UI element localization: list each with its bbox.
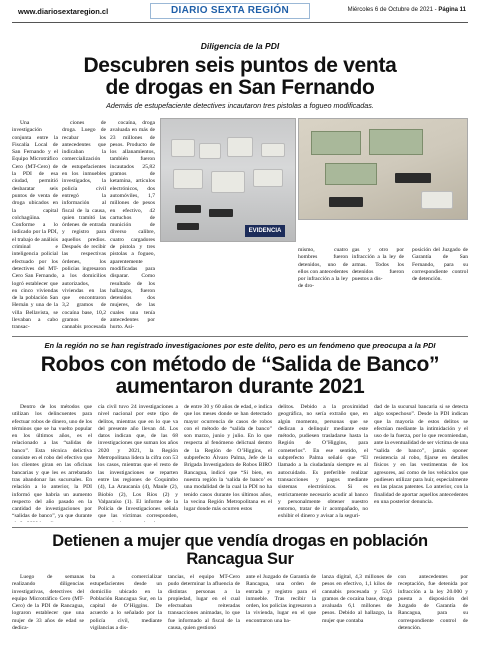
article3-column-5 bbox=[322, 574, 392, 666]
article1-title-line2: de drogas en San Fernando bbox=[105, 76, 375, 99]
article1-column-6 bbox=[412, 247, 468, 331]
article1-col1-text: Una investigación conjunta entre la Fiscalía Local de San Fernando y el Equipo Microtráfico Cero (MT-Cero) de la PDI de esa ciudad, permitió desbaratar seis puntos de venta de droga ubicados en la capital colchagüina. Conforme a lo indicado por la PDI, el trabajo de análisis criminal e inteligencia policial efectuado por los detectives del MT-Cero San Fernando, logró establecer que en cinco viviendas de la población San Hernán y una de la villa Bellavista, se llevaban a cabo transac- bbox=[12, 120, 58, 330]
article1-col2-text: ciones de droga. Luego de recabar los antecedentes que indicaban la comercialización de estupefacientes en los inmuebles investigados, la policía civil entregó la información al fiscal de la causa, quien tramitó las órdenes de entrada y registro para aquellos predios. Después de recibir las respectivas órdenes, los policías ingresaron a los domicilios autorizados, viviendas en las que encontraron 3,2 gramos de cocaína base, 10,2 gramos de cannabis procesada bbox=[62, 120, 106, 330]
date-text: Miércoles 6 de Octubre de 2021 bbox=[347, 7, 433, 13]
evidence-bag bbox=[199, 143, 221, 159]
article3-col3-text: tancias, el equipo MT-Cero pudo determinar la afluencia de distintas personas a la propiedad, lugar en el cual efectuaban reiteradas transacciones animadas, lo que fue informado al fiscal de la causa, quien gestionó bbox=[168, 574, 240, 632]
article3-column-1 bbox=[12, 574, 84, 666]
article3-column-3 bbox=[168, 574, 240, 666]
article1-column-3 bbox=[110, 120, 155, 330]
masthead: DIARIO SEXTA REGIÓN bbox=[150, 3, 310, 19]
article1-col3-text: cocaína, droga avaluada en más de 23 millones de pesos. Producto de los allanamientos, también fueron incautados 25,82 gramos de ketamina, artículos electrónicos, dos automóviles, 1,7 millones de pesos en efectivo, 42 cartuchos de munición de diverso calibre, cuatro cargadores de pistola y tres pistolas a fogueo, aparentemente modificadas para disparar. Como resultado de los hallazgos, fueron detenidos dos mujeres, de las cuales una tenía antecedentes por hurto. Asi- bbox=[110, 120, 155, 330]
evidence-bag bbox=[421, 191, 453, 209]
article3-col2-text: ba a comercializar estupefacientes desde un domicilio ubicado en la Población Rancagua Sur, en la capital de O’Higgins. De acuerdo a lo señalado por la policía civil, mediante vigilancias a dis- bbox=[90, 574, 162, 632]
article2-col1-text: Dentro de los métodos que utilizan los delincuentes para efectuar robos de dinero, uno de los términos que se ha vuelto popular en los últimos años, es el relacionado a las “salidas de banco”. Esta técnica delictiva consiste en el robo del efectivo que los clientes giran en las oficinas bancarias y que les es arrebatado tras abandonar las sucursales. En relación a lo anterior, la PDI informó que habría un aumento respecto del año pasado en la cantidad de investigaciones por “salidas de banco”, ya que durante bbox=[12, 404, 92, 520]
evidence-bag bbox=[173, 169, 203, 189]
pistol-icon bbox=[329, 197, 363, 207]
evidence-bag bbox=[253, 169, 283, 187]
article2-column-1 bbox=[12, 404, 92, 522]
article1-column-5 bbox=[352, 247, 404, 331]
evidence-badge: EVIDENCIA bbox=[245, 225, 285, 237]
article1-col5-text: gas y otro por infracción a la ley de armas. Todos los detenidos fueron puestos a dis- bbox=[352, 247, 404, 283]
article2-column-2 bbox=[98, 404, 178, 522]
page-number: Página 11 bbox=[438, 7, 466, 13]
section-divider bbox=[12, 336, 468, 337]
banknotes-icon bbox=[369, 129, 423, 155]
article1-col6-text: posición del Juzgado de Garantía de San Fernando, para su correspondiente control de detención. bbox=[412, 247, 468, 283]
article2-col2-text: cía civil tuvo 24 investigaciones a nivel nacional por este tipo de delitos, mientras que en lo que va del presente año llevan 44. Los datos indican que, de las 68 investigaciones que suman los años 2020 y 2021, la Región Metropolitana lidera la cifra con 53 los casos, mientras que el resto de las investigaciones se reparten entre las regiones de Coquimbo (4), La Araucanía (4), Maule (2), Biobío (2), Los Ríos (2) y Valparaíso (1). El informe de la Policía de Investigaciones señala que las víctimas corresponden, bbox=[98, 404, 178, 520]
site-url[interactable]: www.diariosextaregion.cl bbox=[18, 7, 109, 16]
article1-column-2 bbox=[62, 120, 106, 330]
article3-column-2 bbox=[90, 574, 162, 666]
article1-kicker: Diligencia de la PDI bbox=[200, 41, 280, 51]
article2-column-4 bbox=[278, 404, 368, 522]
evidence-bag bbox=[227, 137, 253, 157]
cash-photo bbox=[298, 118, 468, 220]
article3-col5-text: lanza digital, 4,3 millones de pesos en efectivo, 1,1 kilos de cannabis procesada y 53,6 gramos de cocaína base, droga avaluada 6,1 millones de pesos. Debido al hallazgo, la mujer que contaba bbox=[322, 574, 392, 624]
evidence-bag bbox=[211, 171, 245, 193]
article3-col1-text: Luego de semanas realizando diligencias investigativas, detectives del equipo Microtráfico Cero (MT-Cero) de la PDI de Rancagua, lograron establecer que una mujer de 33 años de edad se dedica- bbox=[12, 574, 84, 632]
pistol-icon bbox=[395, 173, 431, 183]
pistol-icon bbox=[177, 223, 199, 230]
article1-column-1 bbox=[12, 120, 58, 330]
evidence-photo bbox=[160, 118, 296, 242]
issue-date: Miércoles 6 de Octubre de 2021 - Página 11 bbox=[347, 7, 466, 13]
header-rule bbox=[12, 22, 468, 23]
article2-col5-text: dad de la sucursal bancaria si se detecta algo sospechoso”. Desde la PDI indican que la mayoría de estos delitos se efectúan mediante la intimidación y el uso de la fuerza, por lo que recomiendan, ante la eventualidad de ser víctima de una “salida de banco”, jamás oponer resistencia al robo, fijarse en detalles físicos y en las vestimentas de los agresores, así como de los vehículos que pudiesen utilizar para huir, especialmente en las placas patentes. Lo anterior, con la finalidad de aportar aquellos antecedentes en una posterior denuncia. bbox=[374, 404, 468, 505]
evidence-bag bbox=[261, 143, 285, 157]
pistol-icon bbox=[175, 205, 201, 213]
article1-deck: Además de estupefaciente detectives incautaron tres pistolas a fogueo modificadas. bbox=[106, 101, 374, 110]
banknotes-icon bbox=[311, 131, 361, 155]
article3-column-4 bbox=[246, 574, 316, 666]
article2-col4-text: delitos. Debido a la proximidad geográfica, no sería extraño que, en algún momento, personas que se dedican a delinquir mediante este método, pudiesen trasladarse hasta la Región de O’Higgins, para cometerlos”. En ese sentido, el subprefecto Palma señaló que “El llamado a la ciudadanía siempre es al autocuidado. Es preferible realizar transacciones y pagos mediante sistemas electrónicos. Si es estrictamente necesario acudir al banco y personalmente obtener nuestro entorno, tratar de ir acompañado, no exhibir el dinero y avisar a la seguri- bbox=[278, 404, 368, 520]
article2-kicker: En la región no se han registrado investigaciones por este delito, pero es un fenómeno que preocupa a la PDI bbox=[44, 341, 436, 350]
article2-col3-text: de entre 30 y 60 años de edad, e indica que los meses donde se han detectado mayor ocurrencia de casos de robos con el método de “salida de banco” son marzo, junio y julio. En lo que respecta al fenómeno delictual dentro de la Región de O’Higgins, el subprefecto Álvaro Palma, Jefe de la Brigada Investigadora de Robos BIRO Rancagua, indicó que “Si bien, en nuestra región la ‘salida de banco’ es una modalidad de la cual la PDI no ha tenido casos durante los últimos años, la vecina Región Metropolitana es el lugar donde más ocurren estos bbox=[184, 404, 272, 513]
article1-column-4 bbox=[298, 247, 348, 331]
article3-title-line1: Detienen a mujer que vendía drogas en población bbox=[52, 532, 428, 550]
article3-column-6 bbox=[398, 574, 468, 666]
article2-column-3 bbox=[184, 404, 272, 522]
page-header bbox=[0, 0, 480, 24]
article3-title-line2: Rancagua Sur bbox=[186, 550, 294, 568]
article3-col6-text: con antecedentes por receptación, fue detenida por infracción a la ley 20.000 y puesta a disposición del Juzgado de Garantía de Rancagua, para su correspondiente control de detención. bbox=[398, 574, 468, 632]
article2-title-line1: Robos con método de “Salida de Banco” bbox=[40, 353, 440, 376]
banknotes-icon bbox=[325, 163, 377, 185]
article3-col4-text: ante el Juzgado de Garantía de Rancagua, una orden de entrada y registro para el inmueble. Tras recibir la orden, los policías ingresaron a la vivienda, lugar en el que encontraron una ba- bbox=[246, 574, 316, 624]
article2-title-line2: aumentaron durante 2021 bbox=[115, 375, 365, 398]
article2-column-5 bbox=[374, 404, 468, 522]
article1-title-line1: Descubren seis puntos de venta bbox=[83, 54, 397, 77]
pistol-icon bbox=[209, 209, 233, 217]
section-divider bbox=[12, 527, 468, 528]
evidence-bag bbox=[171, 139, 195, 157]
article1-col4-text: mismo, cuatro hombres fueron detenidos, uno de ellos con antecedentes por infracción a la ley de dro- bbox=[298, 247, 348, 290]
